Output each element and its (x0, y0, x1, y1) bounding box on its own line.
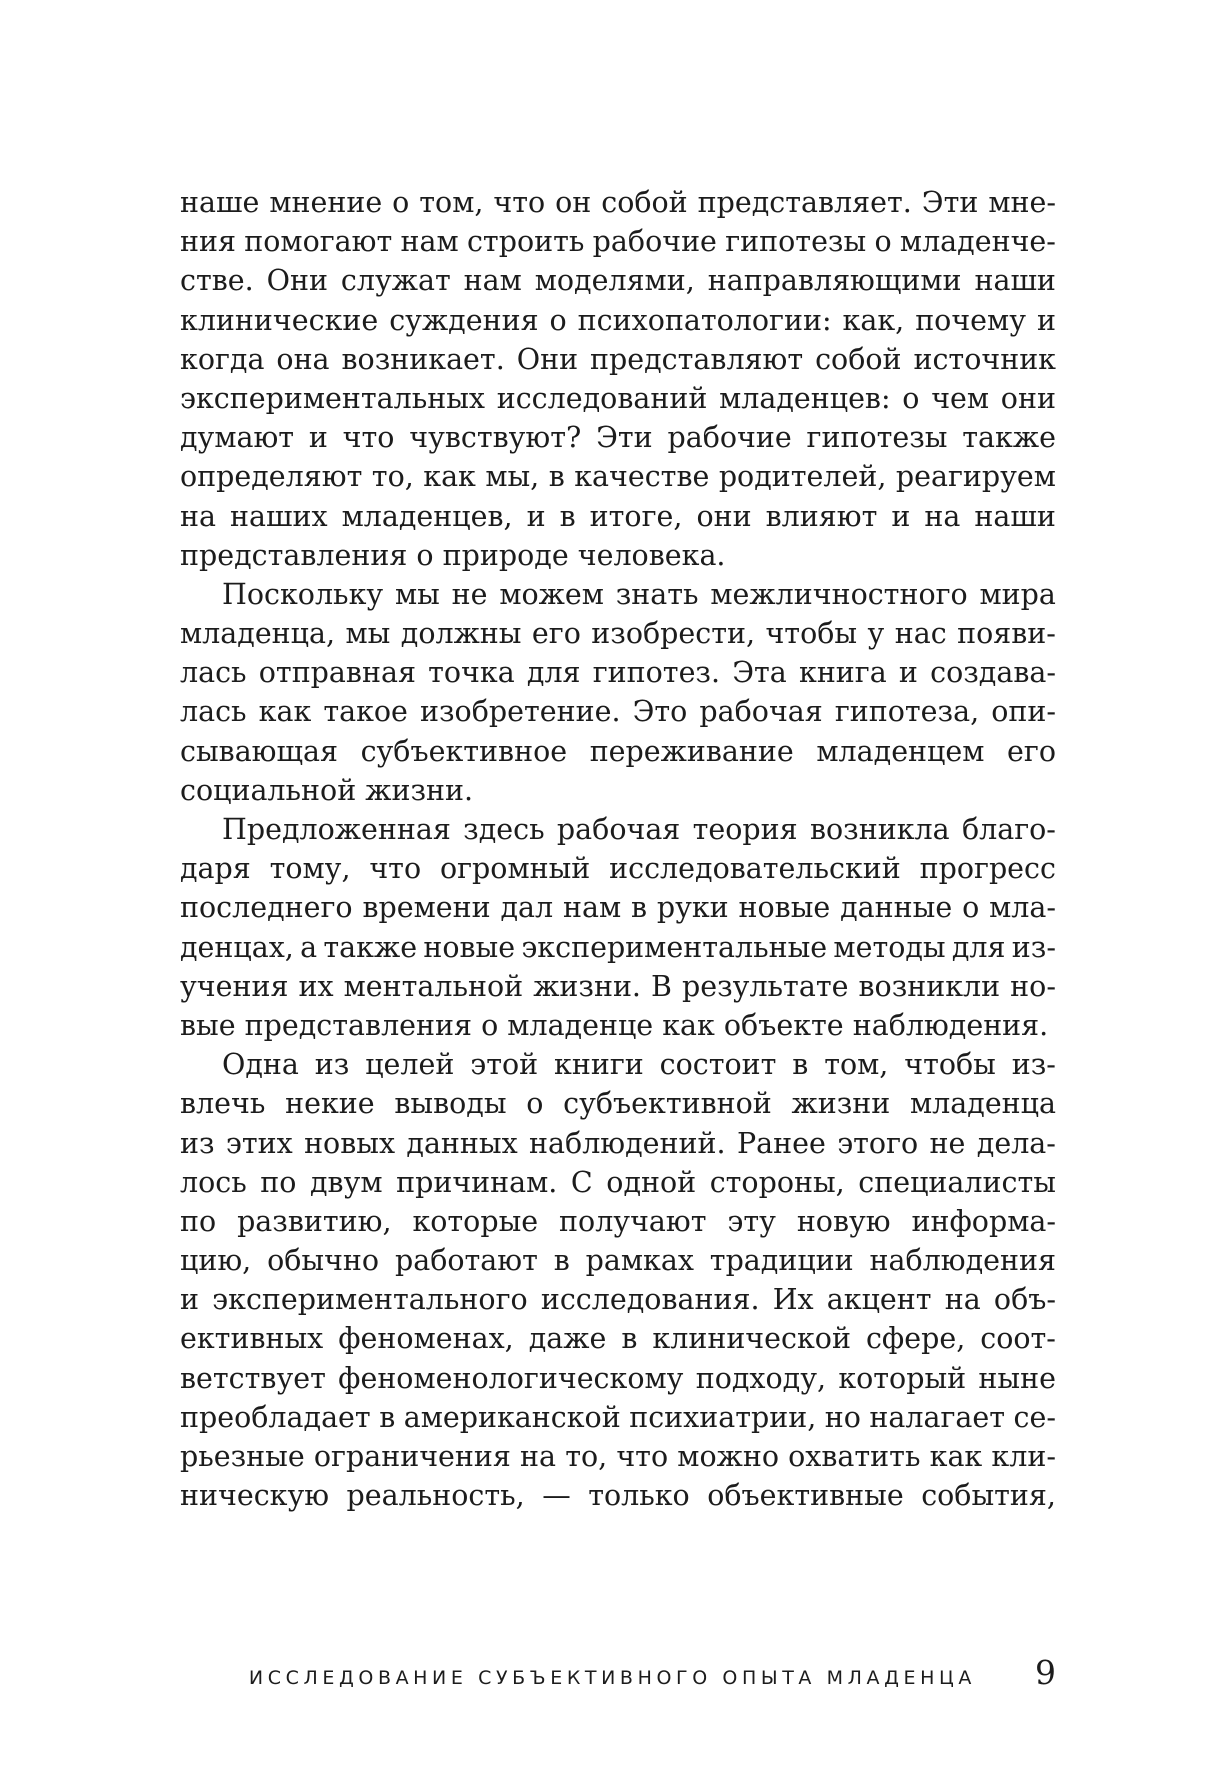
text-line: по развитию, которые получают эту новую информа- (180, 1204, 1056, 1238)
text-line: последнего времени дал нам в руки новые данные о мла- (180, 891, 1056, 925)
text-line: и экспериментального исследования. Их акцент на объ- (180, 1283, 1056, 1317)
text-line: сывающая субъективное переживание младенцем его (180, 734, 1056, 768)
text-line: ния помогают нам строить рабочие гипотезы о младенче- (180, 225, 1056, 259)
text-line: даря тому, что огромный исследовательский прогресс (180, 852, 1056, 886)
text-line: из этих новых данных наблюдений. Ранее этого не дела- (180, 1126, 1056, 1160)
text-line: ветствует феноменологическому подходу, который ныне (180, 1361, 1056, 1395)
text-line: думают и что чувствуют? Эти рабочие гипотезы также (180, 421, 1056, 455)
text-line: рьезные ограничения на то, что можно охватить как кли- (180, 1440, 1056, 1473)
text-line: младенца, мы должны его изобрести, чтобы у нас появи- (180, 617, 1056, 651)
text-line: Одна из целей этой книги состоит в том, чтобы из- (222, 1048, 1056, 1082)
text-line: лась как такое изобретение. Это рабочая гипотеза, опи- (180, 695, 1056, 729)
running-head: ИССЛЕДОВАНИЕ СУБЪЕКТИВНОГО ОПЫТА МЛАДЕНЦА (248, 1667, 976, 1689)
text-line: ническую реальность, — только объективные события, (180, 1479, 1056, 1513)
text-line: определяют то, как мы, в качестве родителей, реагируем (180, 460, 1056, 494)
text-line: когда она возникает. Они представляют собой источник (180, 342, 1056, 376)
text-line: Поскольку мы не можем знать межличностного мира (222, 577, 1056, 611)
body-text (180, 183, 1056, 1515)
text-line: стве. Они служат нам моделями, направляющими наши (180, 264, 1056, 298)
text-line: влечь некие выводы о субъективной жизни младенца (180, 1087, 1056, 1121)
text-line: социальной жизни. (180, 773, 474, 807)
text-line: учения их ментальной жизни. В результате возникли но- (180, 969, 1056, 1003)
text-line: ективных феноменах, даже в клинической сфере, соот- (180, 1322, 1056, 1356)
text-line: цию, обычно работают в рамках традиции наблюдения (180, 1244, 1056, 1278)
text-line: преобладает в американской психиатрии, но налагает се- (180, 1400, 1056, 1434)
text-line: вые представления о младенце как объекте наблюдения. (180, 1008, 1049, 1042)
text-line: наше мнение о том, что он собой представляет. Эти мне- (180, 186, 1056, 219)
page-number: 9 (1035, 1653, 1056, 1692)
text-line: Предложенная здесь рабочая теория возникла благо- (222, 813, 1056, 846)
text-line: на наших младенцев, и в итоге, они влияют и на наши (180, 499, 1056, 533)
text-line: экспериментальных исследований младенцев: о чем они (180, 381, 1056, 415)
page-footer (180, 1653, 1056, 1703)
text-line: денцах, а также новые экспериментальные методы для из- (180, 930, 1056, 964)
text-line: лась отправная точка для гипотез. Эта книга и создава- (180, 656, 1056, 690)
text-line: представления о природе человека. (180, 538, 726, 572)
text-line: клинические суждения о психопатологии: как, почему и (180, 303, 1056, 337)
text-line: лось по двум причинам. С одной стороны, специалисты (180, 1165, 1056, 1199)
